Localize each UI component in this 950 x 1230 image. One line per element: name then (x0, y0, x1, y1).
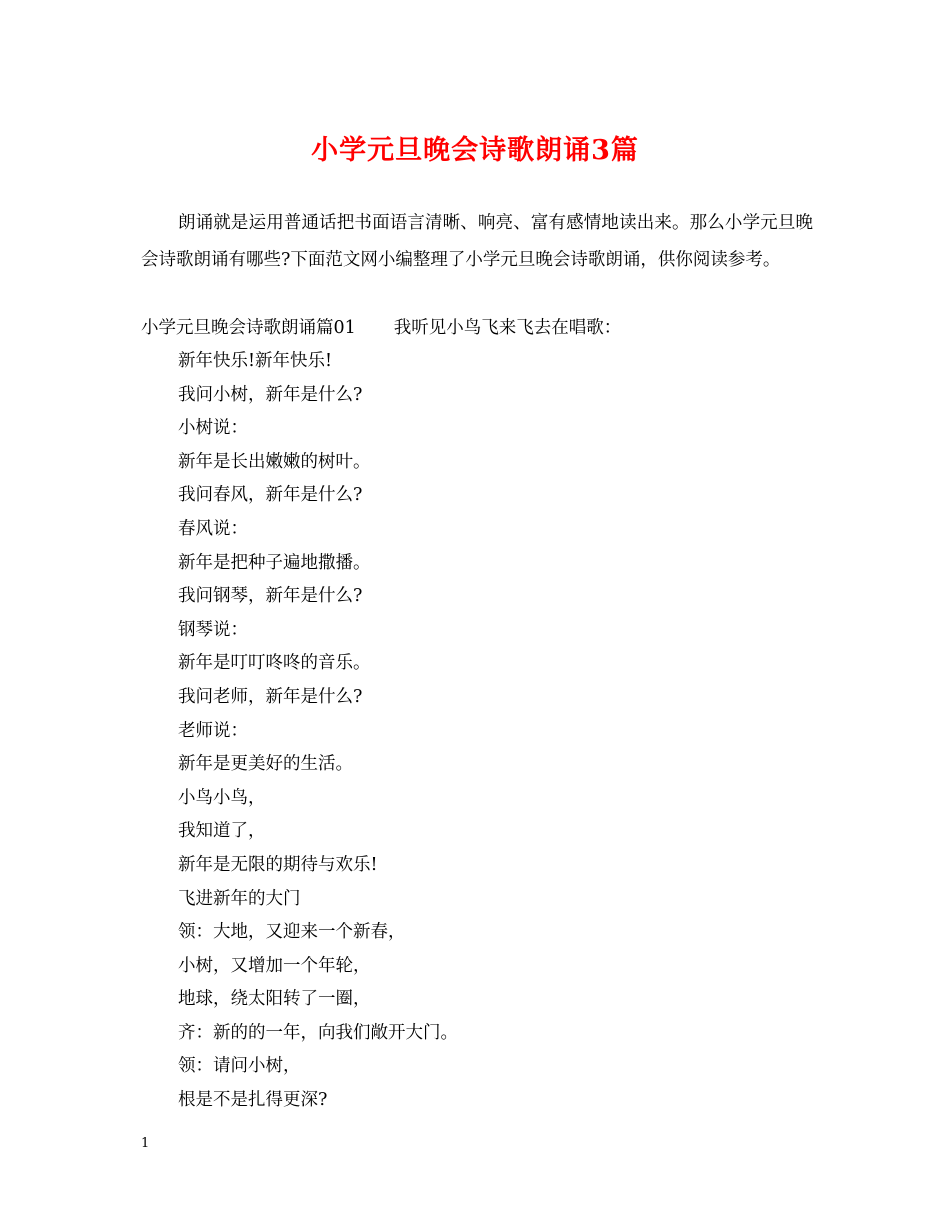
poem-line: 我问老师，新年是什么? (178, 686, 363, 707)
poem-line: 小树，又增加一个年轮， (178, 955, 371, 976)
page-title: 小学元旦晚会诗歌朗诵3篇 (311, 135, 639, 166)
poem-first-line: 我听见小鸟飞来飞去在唱歌： (393, 318, 622, 338)
poem-line: 小树说： (178, 418, 248, 439)
poem-line: 新年快乐!新年快乐! (178, 351, 333, 371)
poem-line: 根是不是扎得更深? (178, 1090, 328, 1111)
section-heading-line (141, 313, 621, 343)
poem-line: 新年是无限的期待与欢乐! (178, 854, 378, 875)
poem-line: 老师说： (178, 720, 248, 741)
poem-line: 飞进新年的大门 (178, 888, 301, 909)
poem-line: 新年是把种子遍地撒播。 (178, 552, 371, 573)
poem-line: 我知道了， (178, 821, 266, 842)
poem-line: 新年是叮叮咚咚的音乐。 (178, 653, 371, 674)
poem-line: 小鸟小鸟， (178, 787, 266, 808)
poem-line: 我问钢琴，新年是什么? (178, 586, 363, 607)
poem-line: 我问小树，新年是什么? (178, 384, 363, 405)
poem-line: 钢琴说： (178, 619, 248, 640)
page-number: 1 (141, 1136, 150, 1151)
poem-line: 新年是长出嫩嫩的树叶。 (178, 451, 371, 472)
intro-paragraph: 朗诵就是运用普通话把书面语言清晰、响亮、富有感情地读出来。那么小学元旦晚会诗歌朗诵有哪些?下面范文网小编整理了小学元旦晚会诗歌朗诵，供你阅读参考。 (141, 213, 813, 270)
poem-line: 领：大地，又迎来一个新春， (178, 922, 406, 943)
poem-line: 地球，绕太阳转了一圈， (178, 989, 371, 1010)
poem-line: 我问春风，新年是什么? (178, 485, 363, 506)
poem-line: 齐：新的的一年，向我们敞开大门。 (178, 1022, 458, 1043)
poem-line: 新年是更美好的生活。 (178, 754, 353, 775)
poem-line: 领：请问小树， (178, 1056, 301, 1077)
poem-lines (178, 346, 458, 1119)
section-heading: 小学元旦晚会诗歌朗诵篇01 (141, 318, 356, 338)
poem-line: 春风说： (178, 518, 248, 539)
